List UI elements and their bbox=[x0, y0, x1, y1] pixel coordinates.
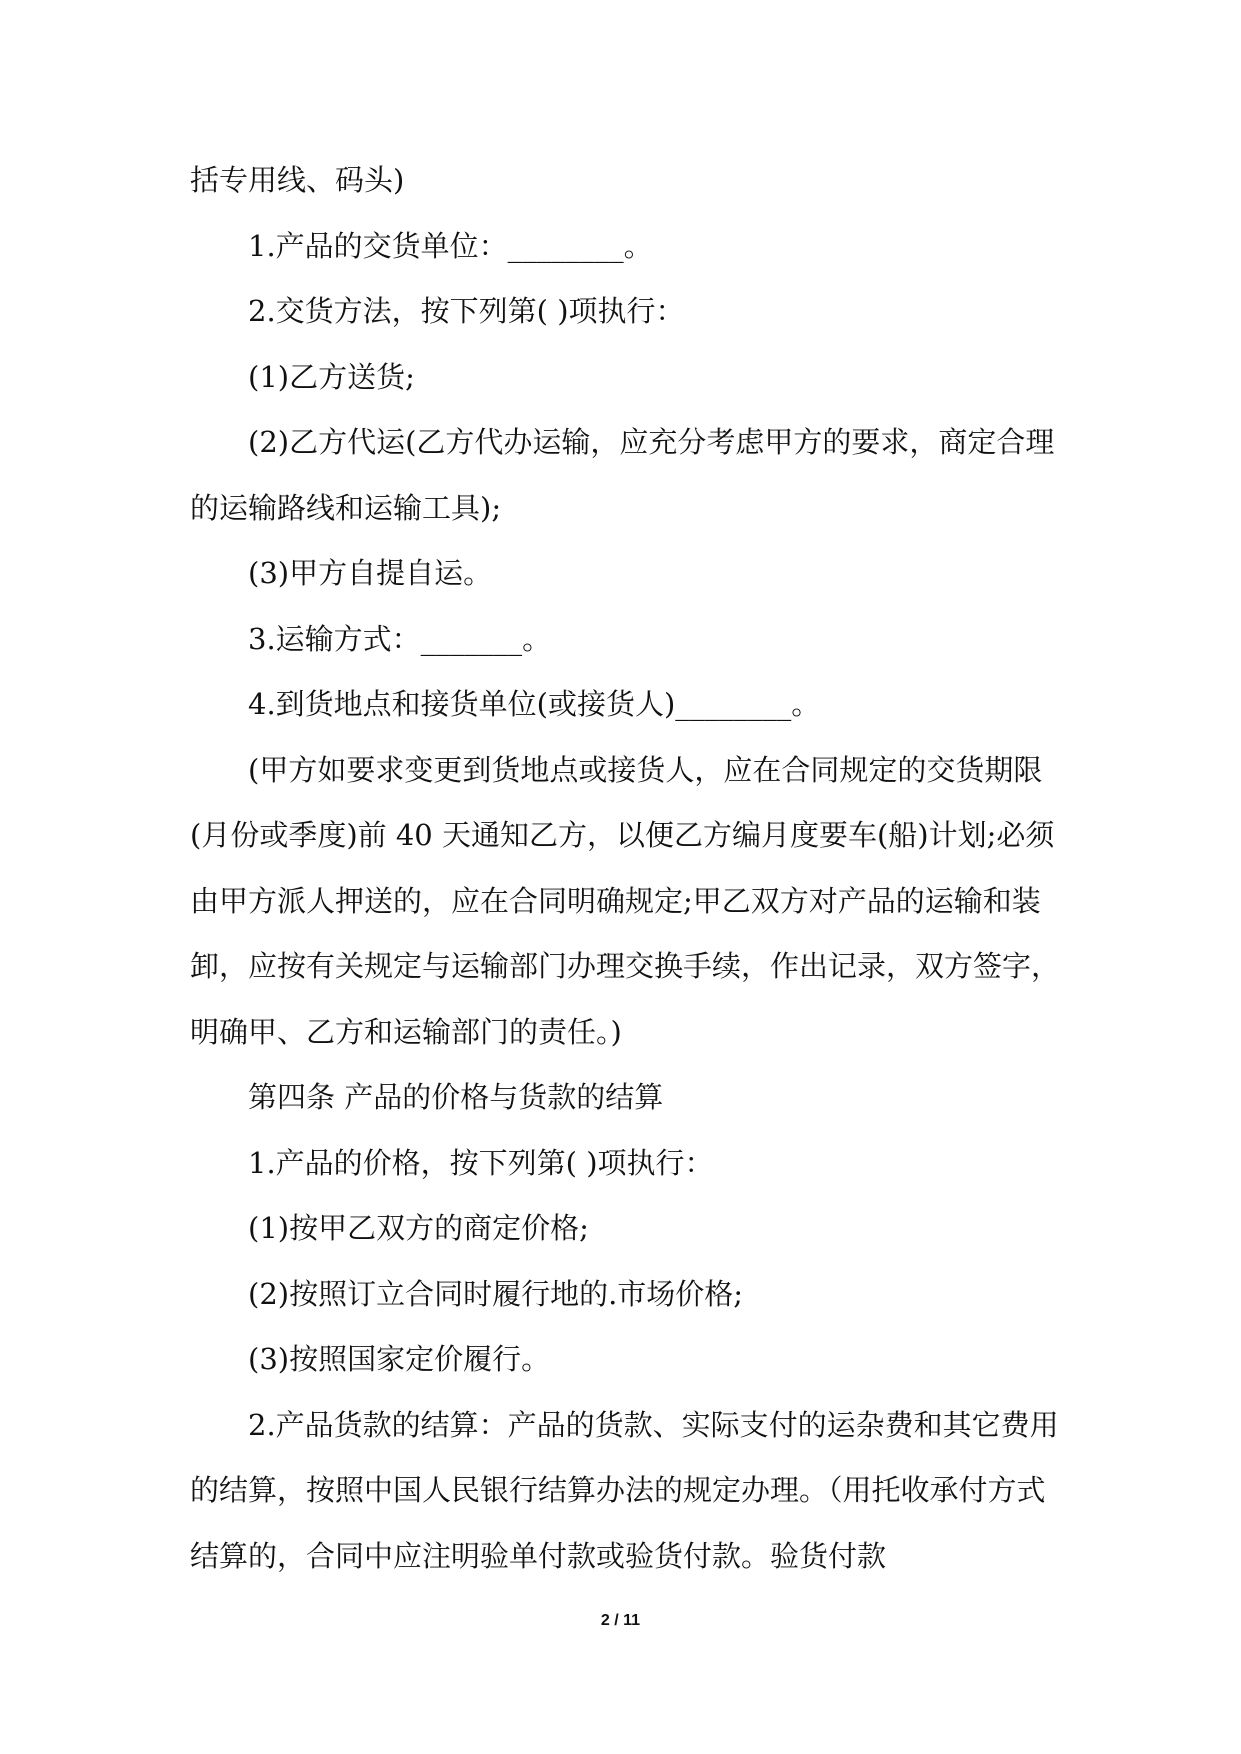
paragraph-price-option-3: (3)按照国家定价履行。 bbox=[248, 1342, 551, 1376]
page-number: 2 / 11 bbox=[600, 1612, 641, 1629]
paragraph-price-option-2: (2)按照订立合同时履行地的.市场价格; bbox=[248, 1276, 744, 1311]
paragraph-delivery-unit: 1.产品的交货单位：________。 bbox=[248, 228, 653, 263]
paragraph-option-1: (1)乙方送货; bbox=[248, 359, 415, 394]
paragraph-delivery-method: 2.交货方法，按下列第( )项执行： bbox=[248, 294, 685, 328]
paragraph-settlement: 2.产品货款的结算：产品的货款、实际支付的运杂费和其它费用的结算，按照中国人民银行结算办法的规定办理。（用托收承付方式结算的，合同中应注明验单付款或验货付款。验货付款 bbox=[190, 1407, 1059, 1573]
paragraph-change-note: (甲方如要求变更到货地点或接货人，应在合同规定的交货期限(月份或季度)前 40 天通知乙方，以便乙方编月度要车(船)计划;必须由甲方派人押送的，应在合同明确规定;甲乙双方对产品的运输和装卸，应按有关规定与运输部门办理交换手续，作出记录，双方签字，明确甲、乙方和运输部门的责任。) bbox=[190, 752, 1061, 1049]
paragraph-continuation: 括专用线、码头) bbox=[190, 163, 405, 197]
paragraph-price: 1.产品的价格，按下列第( )项执行： bbox=[248, 1145, 714, 1180]
section-heading-article-4: 第四条 产品的价格与货款的结算 bbox=[248, 1080, 664, 1114]
document-body bbox=[190, 148, 1060, 1589]
paragraph-option-2: (2)乙方代运(乙方代办运输，应充分考虑甲方的要求，商定合理的运输路线和运输工具); bbox=[190, 425, 1055, 525]
paragraph-arrival-place: 4.到货地点和接货单位(或接货人)________。 bbox=[248, 687, 821, 721]
paragraph-transport-mode: 3.运输方式：_______。 bbox=[248, 621, 552, 656]
paragraph-price-option-1: (1)按甲乙双方的商定价格; bbox=[248, 1211, 589, 1245]
paragraph-option-3: (3)甲方自提自运。 bbox=[248, 556, 493, 590]
